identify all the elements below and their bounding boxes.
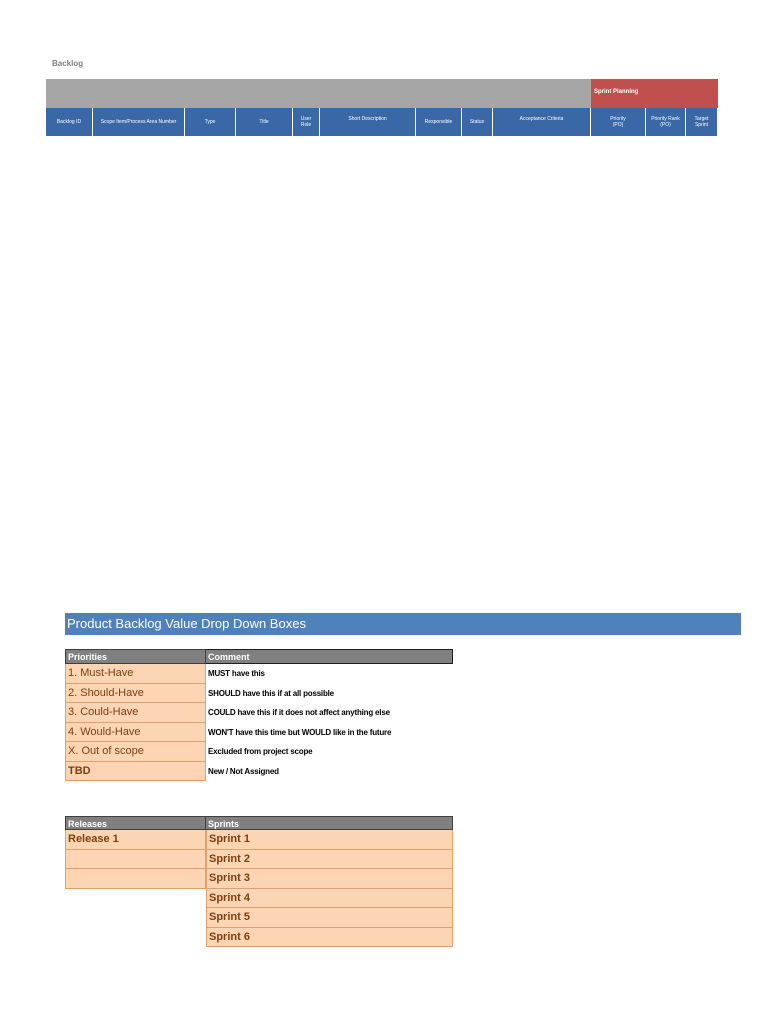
column-header-priority-po[interactable]: Priority (PO): [591, 108, 646, 136]
column-header-responsible[interactable]: Responsible: [416, 108, 462, 136]
comment-header: Comment: [206, 649, 453, 664]
priority-comment: MUST have this: [208, 669, 265, 678]
column-header-scope-item[interactable]: Scope Item/Process Area Number: [93, 108, 185, 136]
priority-comment: COULD have this if it does not affect anything else: [208, 708, 390, 717]
sprint-cell[interactable]: Sprint 3: [206, 869, 453, 889]
table-row: [65, 664, 453, 684]
priority-comment: New / Not Assigned: [208, 766, 279, 776]
release-cell[interactable]: Release 1: [65, 830, 206, 850]
release-cell[interactable]: [65, 869, 206, 889]
column-header-status[interactable]: Status: [462, 108, 493, 136]
table-row: [65, 684, 453, 704]
releases-header: Releases: [65, 816, 206, 830]
priority-value[interactable]: 2. Should-Have: [65, 684, 206, 704]
priority-value[interactable]: 3. Could-Have: [65, 703, 206, 723]
priorities-header: Priorities: [65, 649, 206, 664]
priority-value[interactable]: 1. Must-Have: [65, 664, 206, 684]
priority-comment: SHOULD have this if at all possible: [208, 688, 334, 698]
priority-comment: WON'T have this time but WOULD like in the future: [208, 727, 392, 737]
priorities-table: [65, 649, 453, 781]
sprint-cell[interactable]: Sprint 1: [206, 830, 453, 850]
priority-value[interactable]: X. Out of scope: [65, 742, 206, 762]
column-header-user-role[interactable]: User Role: [293, 108, 320, 136]
column-header-acceptance-criteria[interactable]: Acceptance Criteria: [493, 108, 591, 136]
sprint-column: [206, 830, 453, 947]
priority-value[interactable]: 4. Would-Have: [65, 723, 206, 743]
column-header-target-sprint[interactable]: Target Sprint: [686, 108, 718, 136]
backlog-label: Backlog: [52, 59, 84, 68]
releases-table: [65, 816, 453, 947]
table-row: [65, 762, 453, 782]
header-band: [46, 79, 591, 108]
priority-value[interactable]: TBD: [65, 762, 206, 782]
column-header-title[interactable]: Title: [236, 108, 293, 136]
sprint-cell[interactable]: Sprint 6: [206, 928, 453, 948]
dropdown-section-title: Product Backlog Value Drop Down Boxes: [65, 613, 741, 635]
sprint-cell[interactable]: Sprint 2: [206, 850, 453, 870]
sprint-cell[interactable]: Sprint 5: [206, 908, 453, 928]
release-column: [65, 830, 206, 947]
release-cell[interactable]: [65, 850, 206, 870]
column-header-short-description[interactable]: Short Description: [320, 108, 416, 136]
sprints-header: Sprints: [206, 816, 453, 830]
column-header-type[interactable]: Type: [185, 108, 236, 136]
table-row: [65, 703, 453, 723]
table-row: [65, 723, 453, 743]
sprint-cell[interactable]: Sprint 4: [206, 889, 453, 909]
table-row: [65, 742, 453, 762]
priority-comment: Excluded from project scope: [208, 747, 313, 756]
backlog-header-row: [46, 108, 718, 136]
column-header-priority-rank[interactable]: Priority Rank (PO): [646, 108, 686, 136]
column-header-backlog-id[interactable]: Backlog ID: [46, 108, 93, 136]
sprint-planning-band: Sprint Planning: [591, 79, 718, 108]
